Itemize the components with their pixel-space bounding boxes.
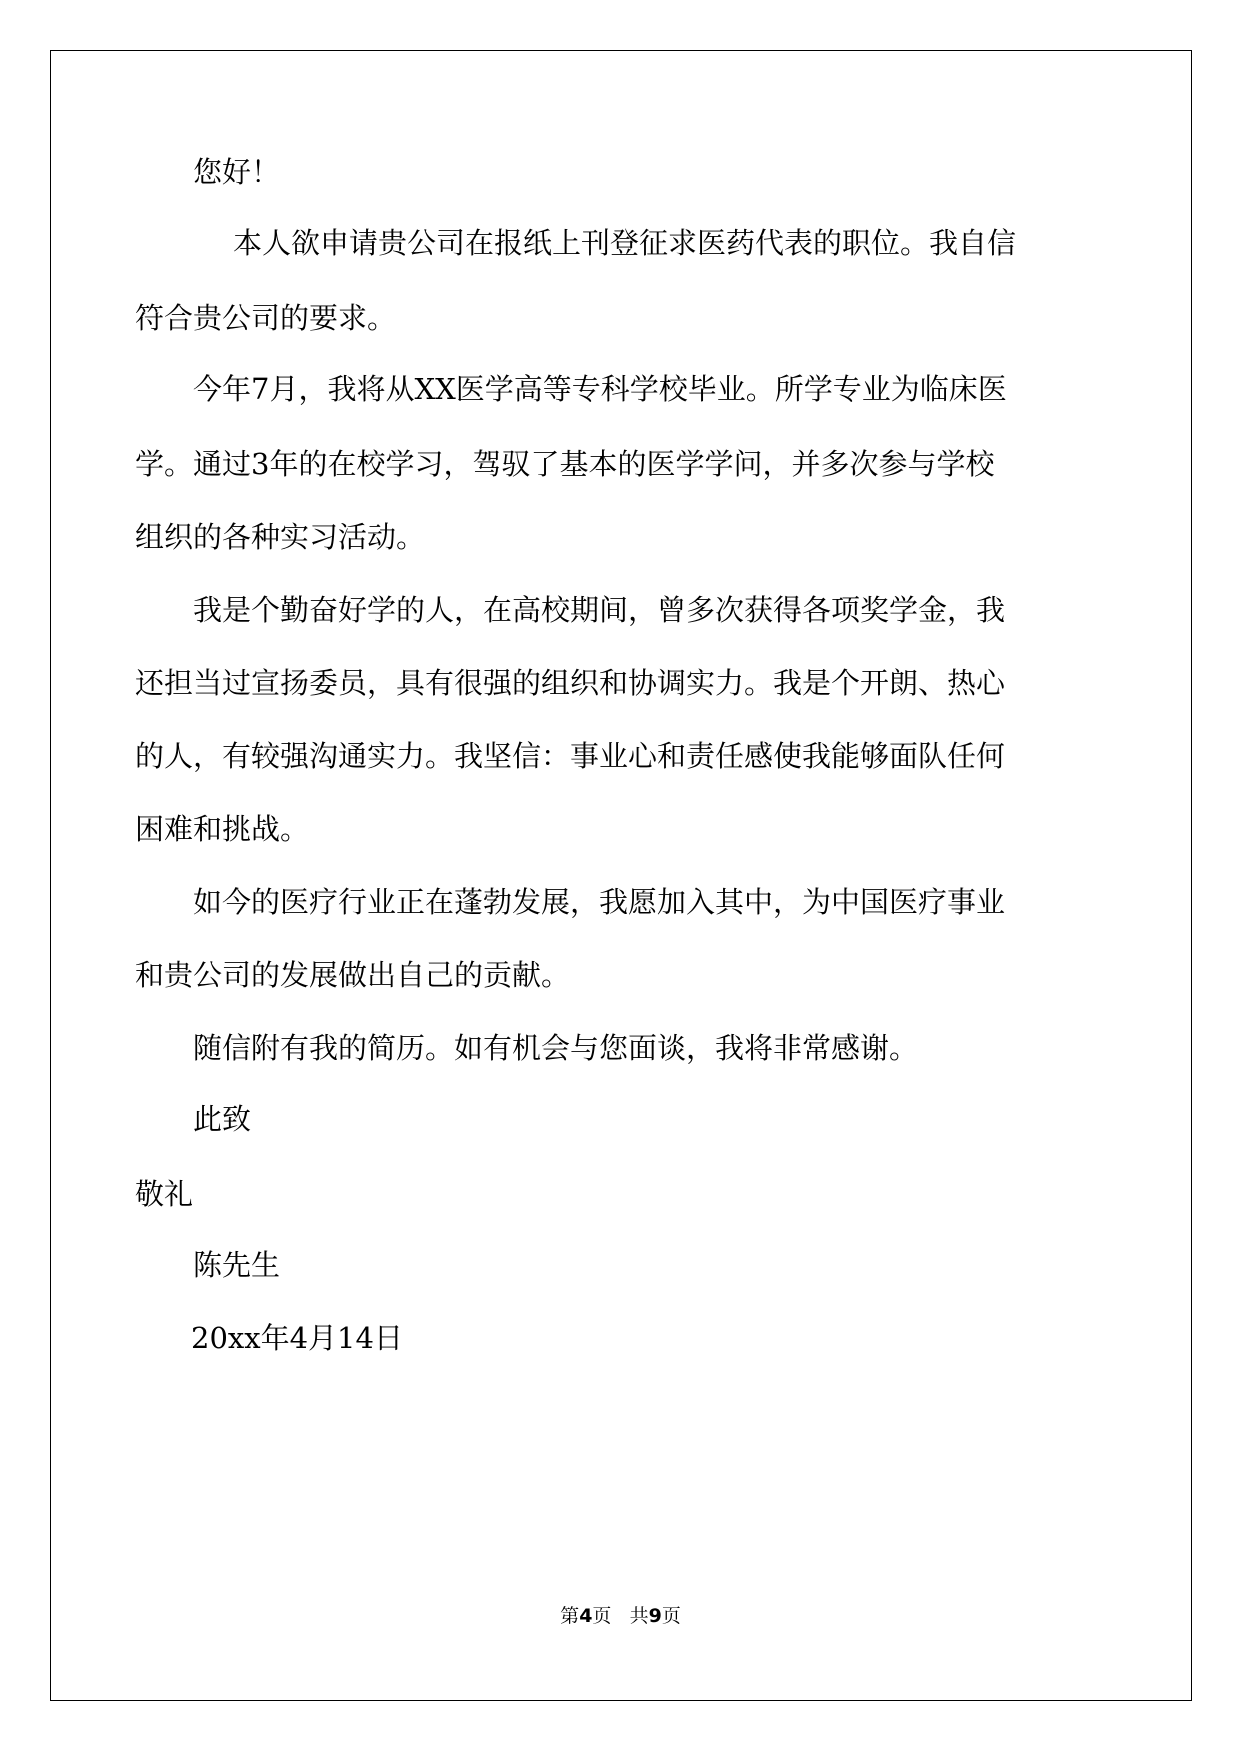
- letter-line-11: 和贵公司的发展做出自己的贡献。: [135, 958, 571, 992]
- footer-prefix: 第: [560, 1605, 580, 1627]
- letter-salutation: 敬礼: [135, 1177, 194, 1211]
- letter-line-7: 还担当过宣扬委员，具有很强的组织和协调实力。我是个开朗、热心: [135, 666, 1006, 700]
- letter-line-2: 符合贵公司的要求。: [135, 301, 397, 335]
- page-footer: [0, 1604, 1241, 1628]
- letter-line-10: 如今的医疗行业正在蓬勃发展，我愿加入其中，为中国医疗事业: [193, 885, 1006, 919]
- letter-line-8: 的人，有较强沟通实力。我坚信：事业心和责任感使我能够面队任何: [135, 739, 1006, 773]
- letter-line-12: 随信附有我的简历。如有机会与您面谈，我将非常感谢。: [193, 1031, 919, 1065]
- footer-total-pages: 9: [648, 1605, 662, 1627]
- letter-line-6: 我是个勤奋好学的人，在高校期间，曾多次获得各项奖学金，我: [193, 593, 1006, 627]
- footer-page-suffix: 页: [592, 1605, 612, 1627]
- footer-page-number: 4: [579, 1605, 593, 1627]
- footer-total-prefix: 共: [629, 1605, 649, 1627]
- letter-greeting: 您好！: [193, 155, 281, 189]
- letter-line-4: 学。通过3年的在校学习，驾驭了基本的医学学问，并多次参与学校: [135, 447, 995, 481]
- letter-line-3: 今年7月，我将从XX医学高等专科学校毕业。所学专业为临床医: [193, 372, 1007, 406]
- letter-signature: 陈先生: [193, 1248, 281, 1282]
- footer-total-suffix: 页: [661, 1605, 681, 1627]
- letter-line-5: 组织的各种实习活动。: [135, 520, 426, 554]
- letter-closing: 此致: [193, 1102, 252, 1136]
- letter-line-9: 困难和挑战。: [135, 812, 310, 846]
- letter-date: 20xx年4月14日: [191, 1321, 403, 1355]
- letter-line-1: 本人欲申请贵公司在报纸上刊登征求医药代表的职位。我自信: [233, 226, 1017, 260]
